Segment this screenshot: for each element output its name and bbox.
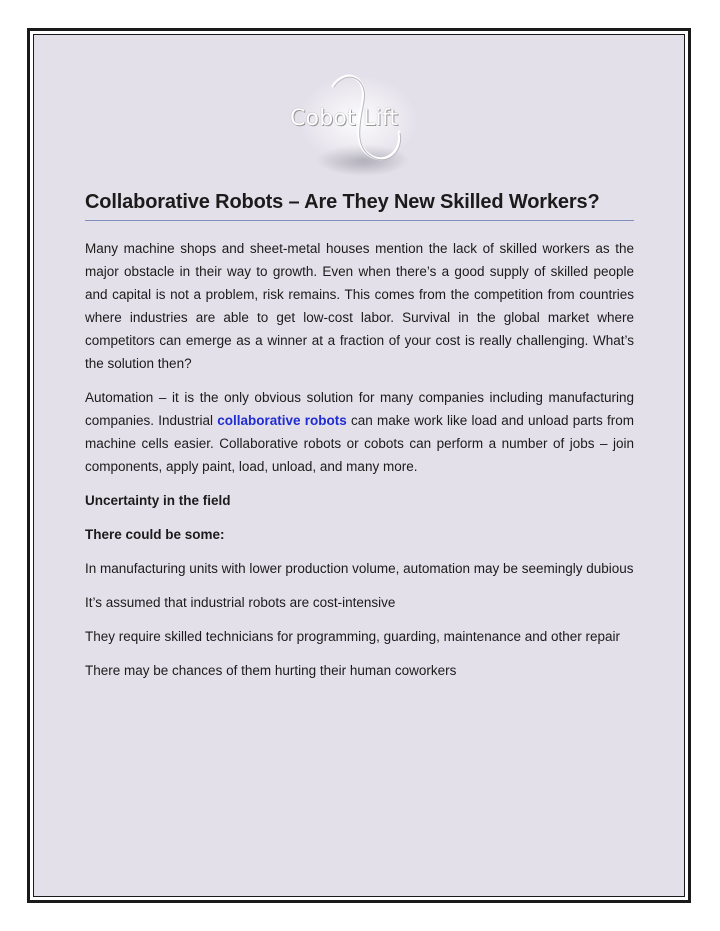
point-skilled-technicians: They require skilled technicians for programming, guarding, maintenance and other repair [85, 629, 621, 644]
point-cost-intensive: It’s assumed that industrial robots are cost-intensive [85, 595, 396, 610]
cobot-lift-logo [283, 60, 433, 180]
uncertainty-heading: Uncertainty in the field [85, 493, 231, 508]
point-production-volume: In manufacturing units with lower production volume, automation may be seemingly dubious [85, 561, 634, 576]
point-hurting-coworkers: There may be chances of them hurting their human coworkers [85, 663, 457, 678]
automation-text-before: Automation – it is the only obvious solution for many companies including manufacturing companies. Industrial [85, 390, 634, 428]
collaborative-robots-link[interactable]: collaborative robots [217, 413, 347, 428]
article-body [85, 186, 634, 693]
title-underline [85, 220, 634, 221]
automation-paragraph [85, 386, 634, 478]
logo-text: Cobot Lift [290, 106, 399, 131]
article-title: Collaborative Robots – Are They New Skilled Workers? [85, 191, 600, 213]
some-heading: There could be some: [85, 527, 225, 542]
automation-text-after: can make work like load and unload parts from machine cells easier. Collaborative robots or cobots can perform a number of jobs – join components, apply paint, load, unload, and many more. [85, 413, 634, 474]
intro-paragraph: Many machine shops and sheet-metal houses mention the lack of skilled workers as the major obstacle in their way to growth. Even when there’s a good supply of skilled people and capital is not a problem, risk remains. This comes from the competition from countries where industries are able to get low-cost labor. Survival in the global market where competitors can emerge as a winner at a fraction of your cost is really challenging. What’s the solution then? [85, 241, 634, 371]
